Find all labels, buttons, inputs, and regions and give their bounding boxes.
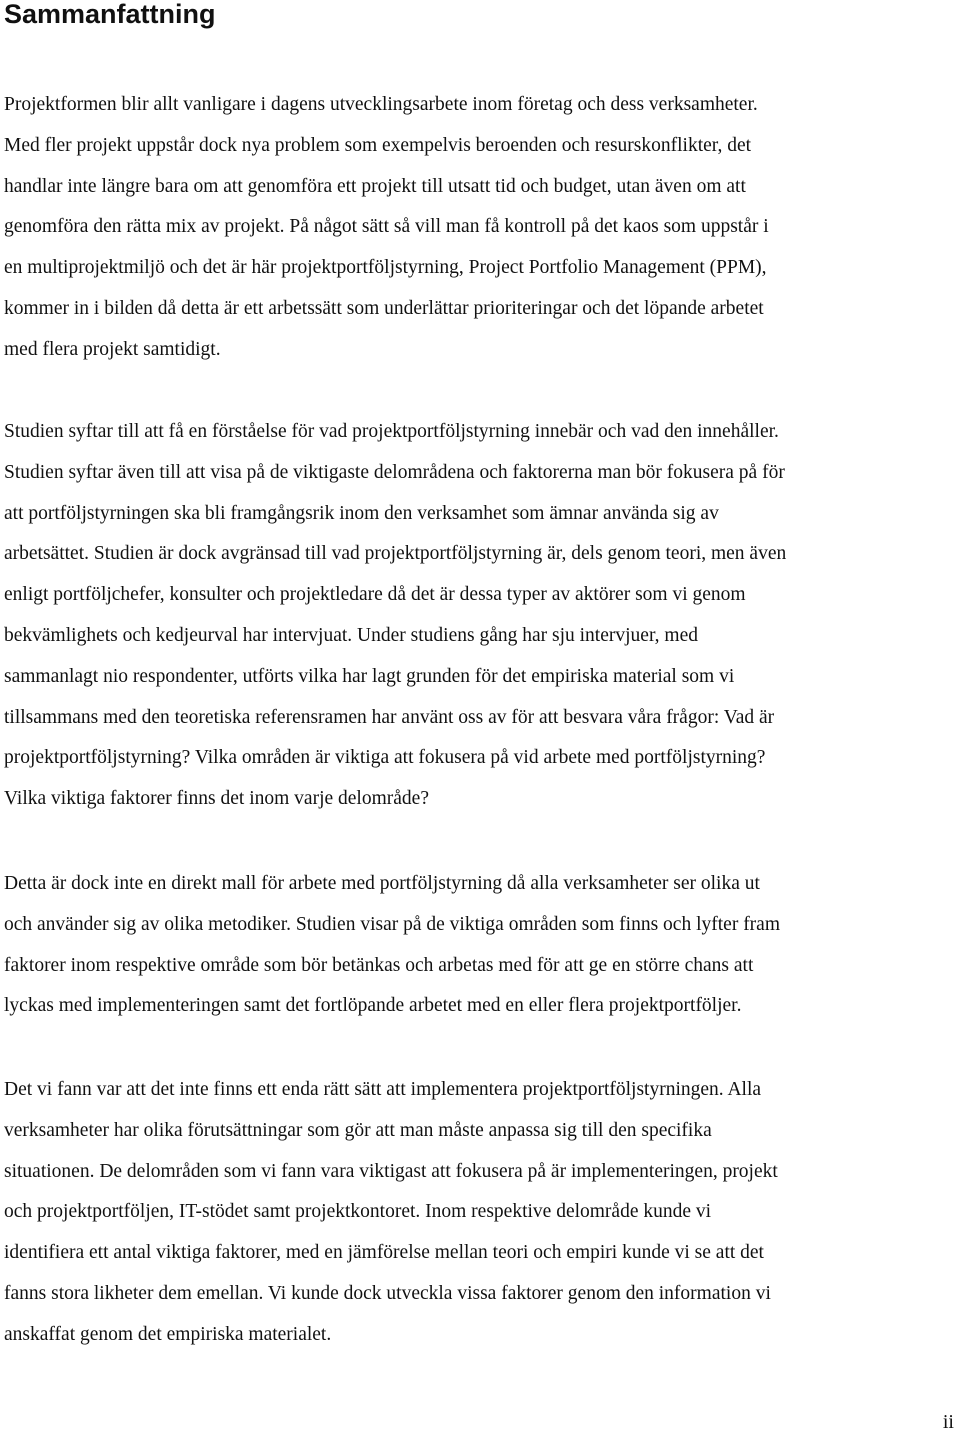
paragraph-line: Det vi fann var att det inte finns ett enda rätt sätt att implementera projektportföljstyrningen. Alla bbox=[4, 1079, 762, 1100]
paragraph-line: Detta är dock inte en direkt mall för arbete med portföljstyrning då alla verksamheter ser olika ut bbox=[4, 873, 760, 894]
paragraph-3 bbox=[4, 864, 960, 1027]
paragraph-line: Projektformen blir allt vanligare i dagens utvecklingsarbete inom företag och dess verksamheter. bbox=[4, 94, 758, 115]
paragraph-4 bbox=[4, 1070, 960, 1356]
paragraph-line: att portföljstyrningen ska bli framgångsrik inom den verksamhet som ämnar använda sig av bbox=[4, 502, 719, 524]
paragraph-2 bbox=[4, 412, 960, 820]
paragraph-line: Med fler projekt uppstår dock nya problem som exempelvis beroenden och resurskonflikter, det bbox=[4, 134, 752, 156]
paragraph-line: tillsammans med den teoretiska referensramen har använt oss av för att besvara våra frågor: Vad är bbox=[4, 706, 775, 728]
paragraph-line: situationen. De delområden som vi fann vara viktigast att fokusera på är implementeringen, projekt bbox=[4, 1160, 778, 1182]
paragraph-line: med flera projekt samtidigt. bbox=[4, 338, 221, 360]
paragraph-line: fanns stora likheter dem emellan. Vi kunde dock utveckla vissa faktorer genom den information vi bbox=[4, 1282, 771, 1304]
paragraph-line: projektportföljstyrning? Vilka områden är viktiga att fokusera på vid arbete med portföljstyrning? bbox=[4, 747, 766, 769]
paragraph-line: genomföra den rätta mix av projekt. På något sätt så vill man få kontroll på det kaos som uppstår i bbox=[4, 216, 769, 238]
paragraph-line: lyckas med implementeringen samt det fortlöpande arbetet med en eller flera projektportföljer. bbox=[4, 995, 742, 1017]
paragraph-1 bbox=[4, 85, 960, 371]
paragraph-line: och projektportföljen, IT-stödet samt projektkontoret. Inom respektive delområde kunde vi bbox=[4, 1201, 712, 1223]
paragraph-line: verksamheter har olika förutsättningar som gör att man måste anpassa sig till den specifika bbox=[4, 1119, 712, 1141]
paragraph-line: identifiera ett antal viktiga faktorer, med en jämförelse mellan teori och empiri kunde vi se att det bbox=[4, 1242, 764, 1264]
paragraph-line: Studien syftar till att få en förståelse för vad projektportföljstyrning innebär och vad den innehåller. bbox=[4, 421, 779, 442]
paragraph-line: anskaffat genom det empiriska materialet. bbox=[4, 1323, 332, 1345]
paragraph-line: arbetsättet. Studien är dock avgränsad till vad projektportföljstyrning är, dels genom teori, men även bbox=[4, 543, 787, 565]
paragraph-line: Vilka viktiga faktorer finns det inom varje delområde? bbox=[4, 788, 429, 810]
paragraph-line: kommer in i bilden då detta är ett arbetssätt som underlättar prioriteringar och det löpande arbetet bbox=[4, 297, 764, 319]
paragraph-line: Studien syftar även till att visa på de viktigaste delområdena och faktorerna man bör fokusera på för bbox=[4, 461, 785, 483]
paragraph-line: faktorer inom respektive område som bör betänkas och arbetas med för att ge en större chans att bbox=[4, 954, 754, 976]
paragraph-line: enligt portföljchefer, konsulter och projektledare då det är dessa typer av aktörer som vi genom bbox=[4, 584, 746, 606]
paragraph-line: handlar inte längre bara om att genomföra ett projekt till utsatt tid och budget, utan även om att bbox=[4, 175, 746, 197]
paragraph-line: sammanlagt nio respondenter, utförts vilka har lagt grunden för det empiriska material som vi bbox=[4, 665, 735, 687]
page-number: ii bbox=[942, 1411, 954, 1433]
paragraph-line: en multiprojektmiljö och det är här projektportföljstyrning, Project Portfolio Management (PPM), bbox=[4, 257, 767, 279]
page-title: Sammanfattning bbox=[4, 0, 216, 29]
paragraph-line: och använder sig av olika metodiker. Studien visar på de viktiga områden som finns och lyfter fram bbox=[4, 913, 781, 935]
paragraph-line: bekvämlighets och kedjeurval har intervjuat. Under studiens gång har sju intervjuer, med bbox=[4, 624, 698, 646]
